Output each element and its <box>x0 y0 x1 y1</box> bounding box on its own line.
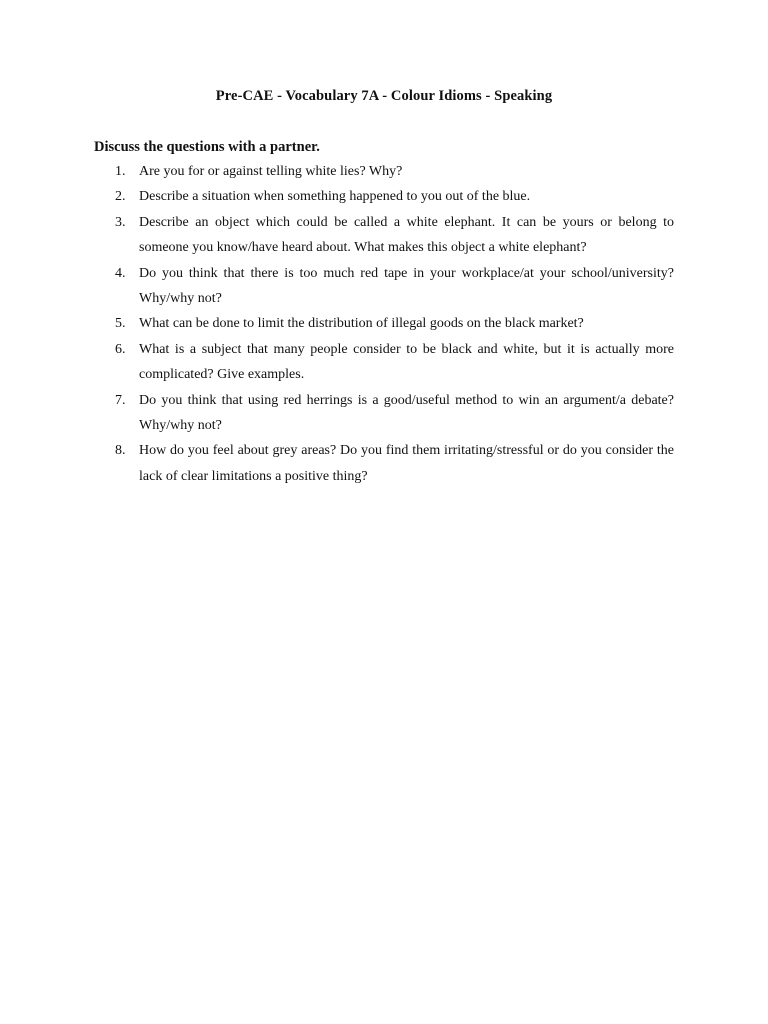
question-text: What can be done to limit the distribution of illegal goods on the black market? <box>139 316 584 332</box>
question-number: 6. <box>115 341 126 357</box>
question-text: Describe an object which could be called a white elephant. It can be yours or belong to someone you know/have heard about. What makes this object a white elephant? <box>139 214 674 256</box>
question-item-2 <box>94 184 674 209</box>
question-text: What is a subject that many people consider to be black and white, but it is actually more complicated? Give examples. <box>139 341 674 383</box>
question-list <box>94 159 674 489</box>
question-item-1 <box>94 159 674 184</box>
question-text: Do you think that using red herrings is a good/useful method to win an argument/a debate? Why/why not? <box>139 392 674 434</box>
question-number: 5. <box>115 316 126 332</box>
question-item-4 <box>94 261 674 312</box>
question-number: 4. <box>115 265 126 281</box>
question-item-8 <box>94 438 674 489</box>
question-number: 7. <box>115 392 126 408</box>
question-number: 1. <box>115 164 126 179</box>
question-number: 8. <box>115 443 126 459</box>
question-text: Describe a situation when something happened to you out of the blue. <box>139 189 531 205</box>
question-item-5 <box>94 311 674 336</box>
document-title: Pre-CAE - Vocabulary 7A - Colour Idioms - Speaking <box>215 88 553 104</box>
question-item-3 <box>94 210 674 261</box>
question-number: 2. <box>115 189 126 205</box>
question-text: Are you for or against telling white lies? Why? <box>139 164 403 179</box>
question-item-6 <box>94 337 674 388</box>
question-text: How do you feel about grey areas? Do you find them irritating/stressful or do you consider the lack of clear limitations a positive thing? <box>139 443 674 484</box>
instruction-text: Discuss the questions with a partner. <box>94 139 320 155</box>
question-text: Do you think that there is too much red tape in your workplace/at your school/university? Why/why not? <box>139 265 674 307</box>
question-number: 3. <box>115 214 126 230</box>
question-item-7 <box>94 388 674 439</box>
